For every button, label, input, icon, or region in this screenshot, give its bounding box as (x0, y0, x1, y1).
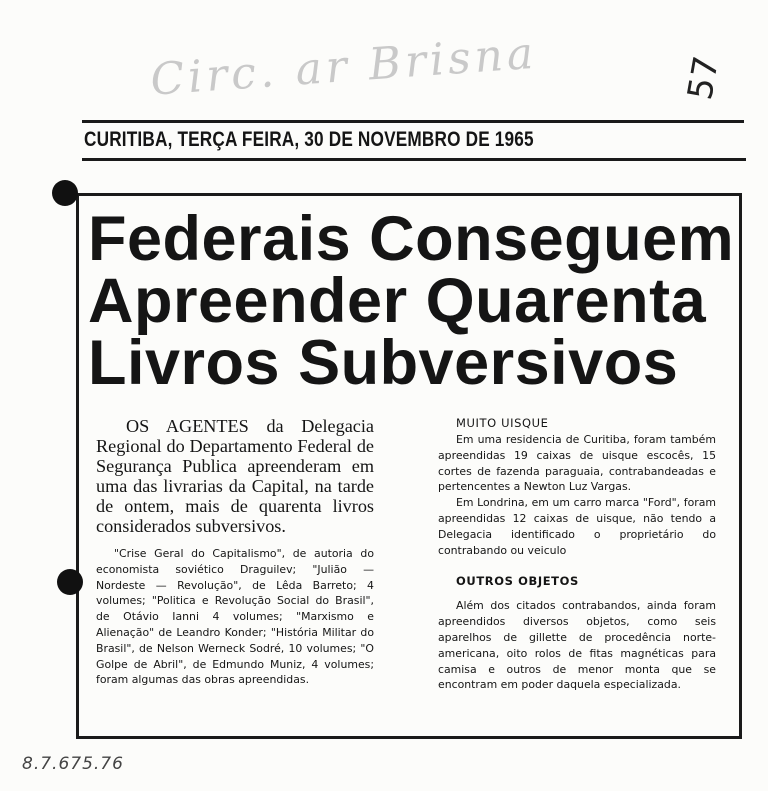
page-number: 57 (680, 53, 728, 103)
article-column-right (438, 416, 716, 693)
subhead-outros-objetos: OUTROS OBJETOS (456, 574, 579, 589)
punch-hole-middle (57, 569, 83, 595)
top-rule (82, 120, 744, 123)
headline-line-2: Apreender Quarenta (88, 266, 707, 336)
headline-line-3: Livros Subversivos (88, 328, 679, 398)
handwritten-note: Circ. ar Brisna (148, 27, 539, 106)
dateline-rule (82, 158, 746, 161)
lead-paragraph: OS AGENTES da Delegacia Regional do Departamento Federal de Segurança Publica apreenderam em uma das livrarias da Capital, na tarde de ontem, mais de quarenta livros considerados subversivos. (96, 416, 374, 536)
archive-number: 8.7.675.76 (22, 754, 124, 774)
book-list-paragraph: "Crise Geral do Capitalismo", de autoria do economista soviético Draguilev; "Julião — Nordeste — Revolução", de Lêda Barreto; 4 volumes; "Politica e Revolução Social do Brasil", de Otávio Ianni 4 volumes; "Marxismo e Alienação" de Leandro Konder; "História Militar do Brasil", de Nelson Werneck Sodré, 10 volumes; "O Golpe de Abril", de Edmundo Muniz, 4 volumes; foram algumas das obras apreendidas. (96, 547, 374, 687)
paragraph-curitiba: Em uma residencia de Curitiba, foram também apreendidas 19 caixas de uisque escocês, 15 cortes de fazenda paraguaia, contrabandeadas e pertencentes a Newton Luz Vargas. (438, 433, 716, 494)
headline (88, 204, 738, 398)
paragraph-outros-objetos: Além dos citados contrabandos, ainda foram apreendidos diversos objetos, como seis aparelhos de gillette de procedência norte-americana, oito rolos de fitas magnéticas para camisa e outros de menor monta que se encontram em poder daquela especializada. (438, 599, 716, 692)
subhead-muito-uisque: MUITO UISQUE (456, 416, 549, 430)
punch-hole-top (52, 180, 78, 206)
headline-line-1: Federais Conseguem (88, 204, 735, 274)
paragraph-londrina: Em Londrina, em um carro marca "Ford", foram apreendidas 12 caixas de uisque, não tendo a Delegacia identificado o proprietário do contrabando ou veiculo (438, 496, 716, 557)
article-column-left (96, 416, 374, 688)
dateline: CURITIBA, TERÇA FEIRA, 30 DE NOVEMBRO DE 1965 (84, 128, 534, 151)
